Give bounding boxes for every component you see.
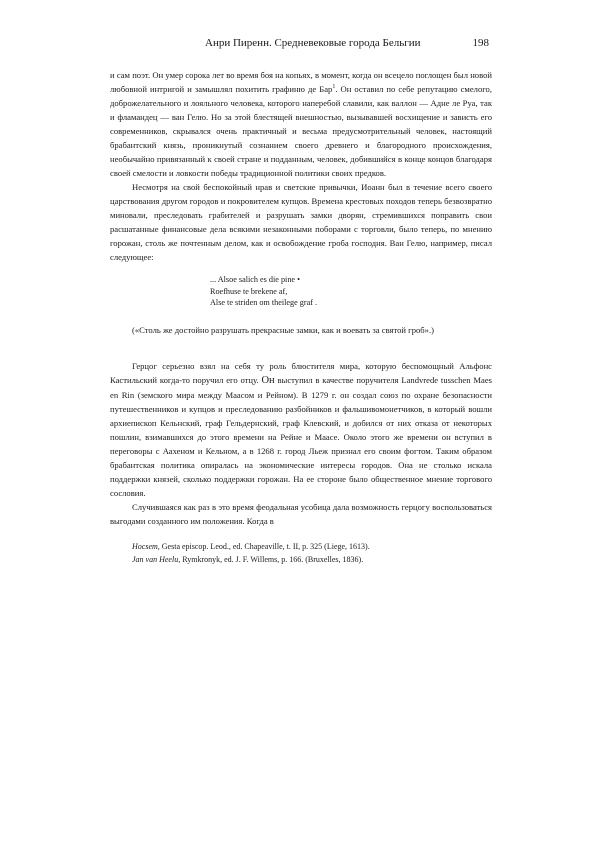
paragraph-1-rest: . Он оставил по себе репутацию смелого, доброжелательного и лояльного человека, которого наперебой славили, как валлон — Адне ле Руа, так и фламандец — ван Гелю. Но за этой блестящей внешностью, вызывавшей восхищение и зависть его современников, скрывался очень практичный и весьма предусмотрительный человек, настоящий брабантский князь, проникнутый сознанием своего древнего и благородного происхождения, необычайно привязанный к своей стране и подданным, человек, добившийся в конце концов благодаря своей смелости и ловкости победы традиционной политики своих предков.: [110, 84, 493, 178]
verse-translation: («Столь же достойно разрушать прекрасные замки, как и воевать за святой гроб».): [132, 324, 434, 335]
footnotes: [110, 540, 492, 566]
footnote-1: [132, 540, 492, 553]
paragraph-3-on: Он: [261, 374, 275, 386]
paragraph-1: [110, 68, 492, 180]
paragraph-1-start: и сам поэт. Он умер сорока лет во время боя на копьях, в момент, когда он всецело поглощен был новой любовной интригой и замышлял похитить графиню де Бар: [110, 70, 492, 94]
footnote-1-author: Hocsem,: [132, 541, 160, 551]
spacer: [110, 337, 492, 359]
footnote-2-text: Rymkronyk, ed. J. F. Willems, p. 166. (Bruxelles, 1836).: [180, 554, 364, 564]
footnote-2: [132, 553, 492, 566]
paragraph-3: [110, 359, 492, 500]
verse-quotation: [210, 274, 492, 309]
page-number: 198: [472, 37, 489, 49]
verse-line-3: Alse te striden om theilege graf .: [210, 298, 318, 307]
page-body: [110, 68, 492, 566]
verse-line-2: Roefhuse te brekene af,: [210, 286, 288, 296]
footnote-2-author: Jan van Heelu,: [132, 554, 181, 564]
paragraph-4: Случившаяся как раз в это время феодальная усобица дала возможность герцогу воспользоваться выгодами созданного им положения. Когда в: [110, 501, 492, 526]
page-header: [110, 35, 495, 51]
paragraph-2: Несмотря на свой беспокойный нрав и светские привычки, Иоанн был в течение всего своего царствования другом городов и покровителем купцов. Времена крестовых походов теперь безвозвратно миновали, преследовать грабителей и разрушать замки дворян, стремившихся поправить свои расшатанные финансовые дела всякими незаконными поборами с торговли, было теперь, по мнению горожан, столь же почтенным делом, как и освобождение гроба господня. Ван Гелю, например, писал следующее:: [110, 182, 492, 262]
paragraph-3-start: Герцог серьезно взял на себя ту роль блюстителя мира, которую беспомощный Альфонс Кастильский когда-то поручил его отцу.: [110, 360, 492, 385]
verse-line-1: ... Alsoe salich es die pine •: [210, 275, 300, 284]
footnote-ref: 1: [332, 84, 336, 91]
footnote-1-text: Gesta episcop. Leod., ed. Chapeaville, t. II, p. 325 (Liege, 1613).: [159, 541, 370, 551]
paragraph-3-rest: выступил в качестве поручителя Landvrede tusschen Maes en Rin (земского мира между Маасом и Рейном). В 1279 г. он создал союз по охране безопасности путешественников и купцов и преследованию разбойников и фальшивомонетчиков, в который вошли архиепископ Кельнский, граф Гельдернский, граф Клевский, и добился от них отказа от некоторых пошлин, взимавшихся до этого времени на Рейне и Маасе. Около этого же времени он вступил в переговоры с Аахеном и Кельном, а в 1268 г. город Льеж признал его своим фогтом. Таким образом брабантская политика опиралась на экономические интересы городов. Она не столько искала поддержки князей, сколько поддержки горожан. На ее стороне было общественное мнение торгового сословия.: [110, 374, 492, 498]
running-title: Анри Пиренн. Средневековые города Бельгии: [205, 37, 421, 49]
